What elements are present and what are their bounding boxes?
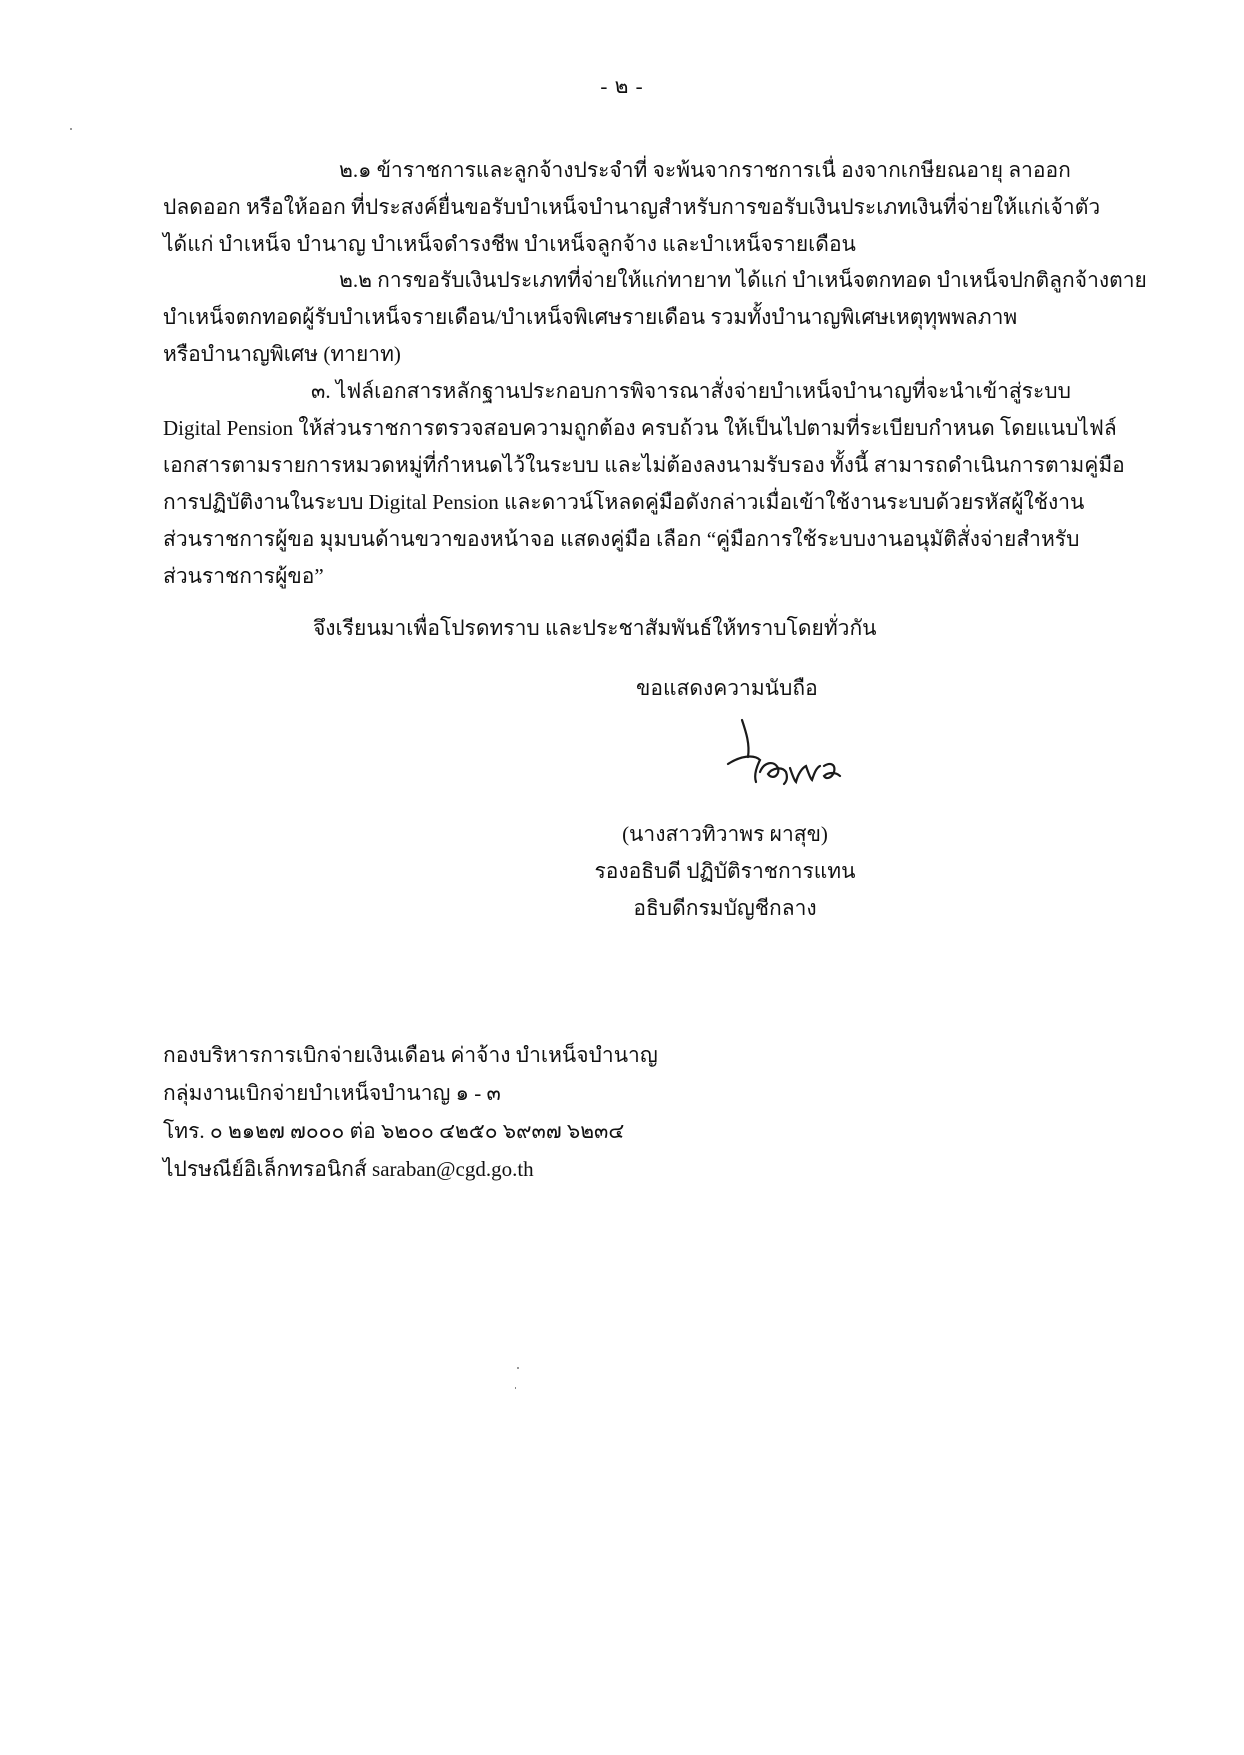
paragraph-line: บำเหน็จตกทอดผู้รับบำเหน็จรายเดือน/บำเหน็จพิเศษรายเดือน รวมทั้งบำนาญพิเศษเหตุทุพพลภาพ: [163, 305, 1018, 329]
paragraph-line: ปลดออก หรือให้ออก ที่ประสงค์ยื่นขอรับบำเหน็จบำนาญสำหรับการขอรับเงินประเภทเงินที่จ่ายให้แก่เจ้าตัว: [163, 195, 1101, 219]
work-group: กลุ่มงานเบิกจ่ายบำเหน็จบำนาญ ๑ - ๓: [163, 1081, 501, 1105]
closing-statement: จึงเรียนมาเพื่อโปรดทราบ และประชาสัมพันธ์ให้ทราบโดยทั่วกัน: [313, 616, 877, 640]
page-number: - ๒ -: [600, 74, 644, 98]
paragraph-line: ได้แก่ บำเหน็จ บำนาญ บำเหน็จดำรงชีพ บำเหน็จลูกจ้าง และบำเหน็จรายเดือน: [163, 232, 856, 256]
paragraph-3: [163, 373, 1125, 595]
paragraph-2-1: [163, 152, 1113, 263]
signer-position: รองอธิบดี ปฏิบัติราชการแทน: [594, 859, 856, 883]
paragraph-line: ส่วนราชการผู้ขอ มุมบนด้านขวาของหน้าจอ แสดงคู่มือ เลือก “คู่มือการใช้ระบบงานอนุมัติสั่งจ่ายสำหรับ: [163, 527, 1080, 551]
salutation: ขอแสดงความนับถือ: [636, 676, 818, 700]
scan-speck: [70, 128, 72, 130]
scan-speck: [515, 1387, 516, 1389]
paragraph-line: Digital Pension ให้ส่วนราชการตรวจสอบความถูกต้อง ครบถ้วน ให้เป็นไปตามที่ระเบียบกำหนด โดยแนบไฟล์: [163, 416, 1117, 440]
paragraph-2-2: [163, 262, 1147, 373]
paragraph-line: ๒.๒ การขอรับเงินประเภทที่จ่ายให้แก่ทายาท ได้แก่ บำเหน็จตกทอด บำเหน็จปกติลูกจ้างตาย: [339, 268, 1147, 292]
email-address: ไปรษณีย์อิเล็กทรอนิกส์ saraban@cgd.go.th: [163, 1157, 534, 1181]
scan-speck: [517, 1367, 519, 1369]
signer-name: (นางสาวทิวาพร ผาสุข): [622, 822, 828, 846]
paragraph-line: ส่วนราชการผู้ขอ”: [163, 564, 324, 588]
contact-footer: [163, 1036, 658, 1188]
phone-number: โทร. ๐ ๒๑๒๗ ๗๐๐๐ ต่อ ๖๒๐๐ ๔๒๕๐ ๖๙๓๗ ๖๒๓๔: [163, 1119, 625, 1143]
paragraph-line: การปฏิบัติงานในระบบ Digital Pension และดาวน์โหลดคู่มือดังกล่าวเมื่อเข้าใช้งานระบบด้วยรหัสผู้ใช้งาน: [163, 490, 1085, 514]
paragraph-line: เอกสารตามรายการหมวดหมู่ที่กำหนดไว้ในระบบ และไม่ต้องลงนามรับรอง ทั้งนี้ สามารถดำเนินการตามคู่มือ: [163, 453, 1125, 477]
paragraph-line: ๒.๑ ข้าราชการและลูกจ้างประจำที่ จะพ้นจากราชการเนื่ องจากเกษียณอายุ ลาออก: [339, 158, 1071, 182]
paragraph-line: หรือบำนาญพิเศษ (ทายาท): [163, 342, 401, 366]
paragraph-line: ๓. ไฟล์เอกสารหลักฐานประกอบการพิจารณาสั่งจ่ายบำเหน็จบำนาญที่จะนำเข้าสู่ระบบ: [311, 379, 1071, 403]
department-name: กองบริหารการเบิกจ่ายเงินเดือน ค่าจ้าง บำเหน็จบำนาญ: [163, 1043, 658, 1067]
signer-position-2: อธิบดีกรมบัญชีกลาง: [633, 896, 817, 920]
handwritten-signature: [720, 702, 850, 792]
